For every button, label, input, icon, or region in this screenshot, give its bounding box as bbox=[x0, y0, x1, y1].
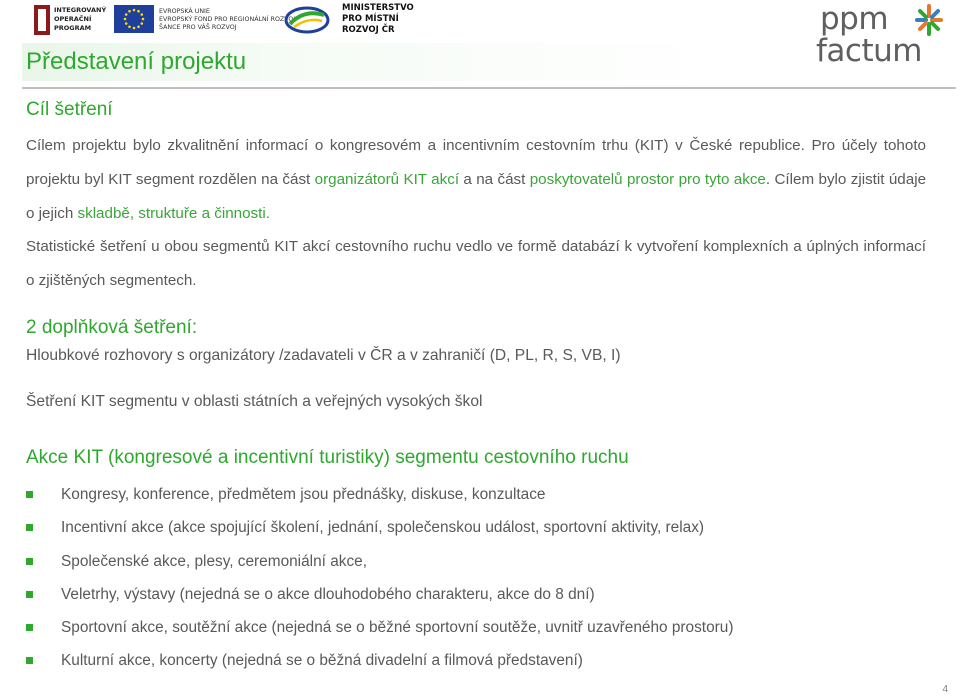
list-item bbox=[26, 615, 926, 648]
list-item bbox=[26, 582, 926, 615]
iop-logo-mark bbox=[34, 5, 50, 35]
goal-p1-highlight-structure: skladbě, struktuře a činnosti. bbox=[77, 205, 270, 222]
eu-line-2: EVROPSKÝ FOND PRO REGIONÁLNÍ ROZVOJ bbox=[159, 16, 296, 23]
list-item-text: Veletrhy, výstavy (nejedná se o akce dlouhodobého charakteru, akce do 8 dní) bbox=[61, 585, 595, 603]
mmr-line-3: ROZVOJ ČR bbox=[342, 25, 395, 35]
list-item-text: Incentivní akce (akce spojující školení, jednání, společenskou událost, sportovní aktivity, relax) bbox=[61, 519, 705, 537]
eu-line-3: ŠANCE PRO VÁŠ ROZVOJ bbox=[159, 24, 237, 31]
bullet-square-icon bbox=[26, 624, 33, 631]
additional-item-interviews: Hloubkové rozhovory s organizátory /zadavateli v ČR a v zahraničí (D, PL, R, S, VB, I) bbox=[26, 347, 621, 364]
list-item-text: Kongresy, konference, předmětem jsou přednášky, diskuse, konzultace bbox=[61, 486, 546, 503]
bullet-square-icon bbox=[26, 558, 33, 565]
goal-p1-text-2: a na část bbox=[459, 171, 530, 188]
list-item bbox=[26, 648, 926, 681]
mmr-line-2: PRO MÍSTNÍ bbox=[342, 14, 399, 24]
iop-line-1: INTEGROVANÝ bbox=[54, 6, 107, 14]
additional-item-universities: Šetření KIT segmentu v oblasti státních a veřejných vysokých škol bbox=[26, 393, 483, 410]
mmr-logo-text bbox=[342, 3, 414, 36]
goal-paragraph-1 bbox=[26, 129, 926, 231]
goal-p1-highlight-organizers: organizátorů KIT akcí bbox=[314, 171, 460, 188]
title-divider bbox=[22, 87, 956, 89]
goal-p1-text-3: . Cílem bylo zjistit údaje o jejich bbox=[26, 171, 927, 222]
events-bullet-list bbox=[26, 482, 926, 682]
iop-logo-text bbox=[54, 6, 106, 33]
goal-paragraph-2: Statistické šetření u obou segmentů KIT akcí cestovního ruchu vedlo ve formě databází k vytvoření komplexních a úplných informací o zjištěných segmentech. bbox=[26, 238, 926, 289]
swoosh-logo-icon bbox=[284, 5, 330, 35]
goal-heading: Cíl šetření bbox=[26, 99, 113, 120]
list-item bbox=[26, 515, 926, 548]
bullet-square-icon bbox=[26, 491, 33, 498]
page-number: 4 bbox=[942, 684, 948, 695]
list-item-text: Kulturní akce, koncerty (nejedná se o běžná divadelní a filmová představení) bbox=[61, 652, 583, 670]
eu-logo-text bbox=[159, 8, 295, 32]
star-burst-icon bbox=[914, 3, 944, 37]
goal-p1-text-1: Cílem projektu bylo zkvalitnění informací o kongresovém a incentivním cestovním trhu (KIT) v České republice. Pro účely tohoto projektu byl KIT segment rozdělen na část bbox=[26, 137, 926, 188]
bullet-square-icon bbox=[26, 591, 33, 598]
eu-logo bbox=[114, 5, 299, 35]
mmr-line-1: MINISTERSTVO bbox=[342, 3, 414, 13]
list-item-text: Společenské akce, plesy, ceremoniální akce, bbox=[61, 552, 367, 570]
ppm-logo-line2: factum bbox=[816, 33, 922, 69]
events-heading: Akce KIT (kongresové a incentivní turistiky) segmentu cestovního ruchu bbox=[26, 447, 629, 468]
bullet-square-icon bbox=[26, 524, 33, 531]
additional-heading: 2 doplňková šetření: bbox=[26, 317, 198, 338]
page-title: Představení projektu bbox=[26, 48, 247, 75]
list-item-text: Sportovní akce, soutěžní akce (nejedná se o běžné sportovní soutěže, uvnitř uzavřeného prostoru) bbox=[61, 619, 734, 637]
goal-p1-highlight-providers: poskytovatelů prostor pro tyto akce bbox=[529, 171, 766, 188]
eu-line-1: EVROPSKÁ UNIE bbox=[159, 8, 210, 15]
mmr-logo bbox=[336, 2, 416, 36]
iop-line-2: OPERAČNÍ bbox=[54, 15, 92, 23]
bullet-square-icon bbox=[26, 657, 33, 664]
eu-flag-icon bbox=[114, 5, 154, 33]
iop-line-3: PROGRAM bbox=[54, 24, 92, 32]
list-item bbox=[26, 549, 926, 582]
ppm-factum-logo bbox=[816, 3, 946, 69]
list-item bbox=[26, 482, 926, 515]
iop-logo bbox=[34, 5, 107, 35]
ppm-logo-line1: ppm bbox=[820, 1, 889, 37]
